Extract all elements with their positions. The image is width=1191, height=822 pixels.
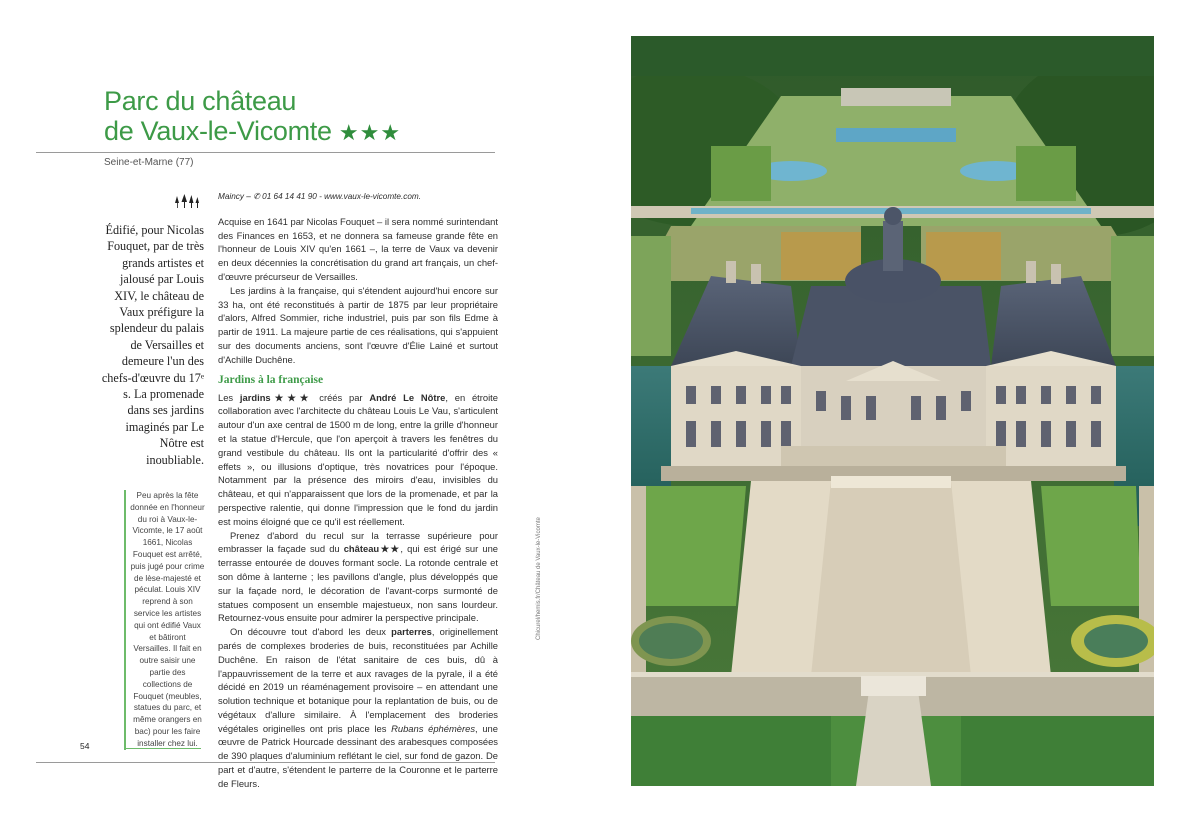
photo-image — [631, 36, 1154, 786]
left-page — [0, 0, 560, 822]
paragraph-3 — [218, 391, 498, 529]
title-divider — [36, 152, 495, 153]
sidebar-rule — [124, 748, 201, 749]
p3-text-a: Les — [218, 391, 240, 403]
p5-text-c: , une œuvre de Patrick Hourcade dessinant des arabesques composées de 390 plaques d'aluminium reflétant le ciel, sur fond de gazon. De part et d'autre, s'étendent le parterre de la Couronne et le parterre de Fleurs. — [218, 722, 498, 789]
body-text — [218, 190, 498, 791]
p4-text-b: , qui est érigé sur une terrasse entourée de douves formant socle. La rotonde centrale et son dôme à lanterne ; les pavillons d'angle, plus développés que sur la façade nord, le décoration de l'avant-corps surmonté de statues composent un ensemble majestueux, non sans lourdeur. Retournez-vous ensuite pour admirer la perspective principale. — [218, 543, 498, 624]
p3-text-c: , en étroite collaboration avec l'architecte du château Louis Le Vau, s'articulent autour d'un axe central de 1500 m de long, entre la grille d'honneur et la statue d'Hercule, que l'on aperçoit à travers les fenêtres du grand vestibule du château. Ils ont la particularité d'offrir des « effets », ou illusions d'optique, très novatrices pour l'époque. Notamment par la présence des miroirs d'eau, invisibles du château, et qui n'apparaissent que lors de la promenade, et par la perspective ralentie, qui donne l'impression que le fond du jardin est moins éloigné que ce qu'il est réellement. — [218, 391, 499, 527]
paragraph-4 — [218, 529, 498, 626]
p5-italic-rubans: Rubans éphémères — [391, 722, 476, 734]
chateau-aerial-photo — [631, 36, 1154, 786]
region-label: Seine-et-Marne (77) — [104, 157, 194, 168]
trees-icon — [174, 193, 200, 209]
p3-bold-gardens: jardins★★★ — [239, 391, 313, 403]
intro-lead: Édifié, pour Nicolas Fouquet, par de très grands artistes et jalousé par Louis XIV, le château de Vaux préfigure la splendeur du palais de Versailles et demeure l'un des chefs-d'œuvre du 17ᵉ s. La promenade dans ses jardins imaginés par Le Nôtre est inoubliable. — [101, 223, 204, 467]
page-title — [104, 86, 504, 148]
p5-bold-parterres: parterres — [391, 626, 432, 638]
sidebar-note: Peu après la fête donnée en l'honneur du roi à Vaux-le-Vicomte, le 17 août 1661, Nicolas Fouquet est arrêté, puis jugé pour crime de lèse-majesté et péculat. Louis XIV reprend à son service les artistes qui ont édifié Vaux et bâtiront Versailles. Il fait en outre saisir une partie des collections de Fouquet (meubles, statues du parc, et même orangers en bac) pour les faire installer chez lui. — [124, 490, 205, 750]
rating-stars: ★★★ — [338, 120, 402, 145]
title-line-1: Parc du château — [104, 86, 297, 116]
title-line-2-text: de Vaux-le-Vicomte — [104, 116, 332, 146]
paragraph-1: Acquise en 1641 par Nicolas Fouquet – il sera nommé surintendant des Finances en 1653, et ne donnera sa fameuse grande fête en l'honneur de Louis XIV qu'en 1661 –, la terre de Vaux va devenir en deux décennies la concrétisation du grand art français, un chef-d'œuvre précurseur de Versailles. — [218, 215, 498, 282]
paragraph-5 — [218, 625, 498, 791]
p5-text-b: , originellement parés de complexes broderies de buis, reconstituées par Achille Duchêne. En raison de l'état sanitaire de ces buis, dû à l'appauvrissement de la terre et aux ravages de la pyrale, il a été décidé en 2019 un réaménagement provisoire – en attendant une solution technique et botanique pour la replantation de buis, ou de végétaux d'allure similaire. À l'emplacement des broderies végétales originelles ont pris place les — [218, 626, 498, 734]
paragraph-2: Les jardins à la française, qui s'étendent aujourd'hui encore sur 33 ha, ont été reconstitués à partir de 1875 par leur propriétaire d'alors, Alfred Sommier, riche industriel, puis par son fils Edme à partir de 1911. La majeure partie de ces réalisations, qui s'appuient sur des documents anciens, sont l'œuvre d'Élie Lainé et surtout d'Achille Duchêne. — [218, 284, 498, 365]
title-line-2 — [104, 116, 504, 148]
photo-credit: Chicurel/hemis.fr/Château de Vaux-le-Vicomte — [536, 517, 542, 640]
page-number: 54 — [80, 741, 90, 751]
p4-bold-chateau: château★★ — [343, 543, 401, 555]
section-heading: Jardins à la française — [218, 373, 324, 386]
p3-bold-lenotre: André Le Nôtre — [369, 391, 446, 403]
p5-text-a: On découvre tout d'abord les deux — [230, 626, 392, 638]
p4-text-a: Prenez d'abord du recul sur la terrasse supérieure pour embrasser la façade sud du — [218, 529, 498, 555]
contact-info: Maincy – ✆ 01 64 14 41 90 - www.vaux-le-vicomte.com. — [218, 192, 421, 201]
p3-text-b: créés par — [312, 391, 370, 403]
